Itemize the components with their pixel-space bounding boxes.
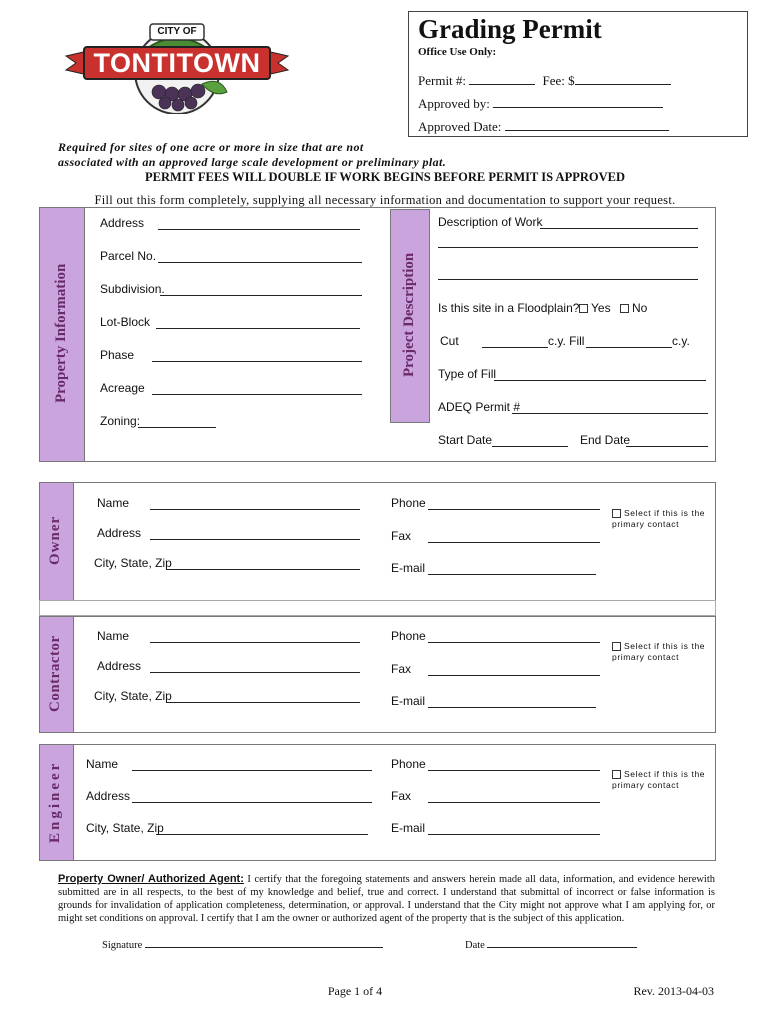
cy-label: c.y.	[672, 334, 690, 348]
contractor-address-field[interactable]	[150, 672, 360, 673]
fee-field[interactable]	[575, 72, 671, 85]
requirement-line-1: Required for sites of one acre or more in size that are not	[58, 140, 364, 154]
requirement-period: .	[442, 155, 447, 169]
engineer-fax-field[interactable]	[428, 802, 600, 803]
permit-number-field[interactable]	[469, 72, 535, 85]
contractor-city-field[interactable]	[166, 702, 360, 703]
date-label: Date	[465, 940, 485, 951]
owner-address-field[interactable]	[150, 539, 360, 540]
city-logo	[62, 14, 292, 114]
lot-block-label: Lot-Block	[100, 315, 151, 329]
certification-body: I certify that the foregoing statements and answers herein made all data, information, and evidence herewith submitted are in all respects, to the best of my knowledge and belief, true and correct. I understand that submittal of incorrect or false information is grounds for invalidation of application completeness, determination, or approval. I understand that the City might not approve what I am applying for, or might set conditions on approval. I certify that I am the owner or authorized agent of the property that is the subject of this application.	[58, 874, 716, 924]
engineer-address-field[interactable]	[132, 802, 372, 803]
floodplain-label: Is this site in a Floodplain?	[438, 301, 580, 315]
owner-city-field[interactable]	[166, 569, 360, 570]
engineer-primary-checkbox[interactable]	[612, 770, 621, 779]
owner-phone-label: Phone	[391, 496, 426, 510]
contractor-fax-field[interactable]	[428, 675, 600, 676]
start-date-field[interactable]	[492, 446, 568, 447]
yes-checkbox[interactable]	[579, 304, 588, 313]
owner-primary-text-1: Select if this is the	[624, 508, 706, 518]
contractor-email-field[interactable]	[428, 707, 596, 708]
zoning-label: Zoning:	[100, 414, 141, 428]
contractor-primary-text-2: primary contact	[612, 652, 680, 662]
engineer-city-field[interactable]	[156, 834, 368, 835]
yes-label: Yes	[591, 301, 611, 315]
engineer-address-label: Address	[86, 789, 131, 803]
instructions: Fill out this form completely, supplying all necessary information and documentation to support your request.	[94, 193, 676, 207]
engineer-section-label: Engineer	[47, 760, 63, 843]
engineer-phone-label: Phone	[391, 757, 426, 771]
contractor-phone-field[interactable]	[428, 642, 600, 643]
description-field-2[interactable]	[438, 247, 698, 248]
fee-warning: PERMIT FEES WILL DOUBLE IF WORK BEGINS BEFORE PERMIT IS APPROVED	[145, 170, 625, 184]
approved-date-label: Approved Date:	[418, 119, 502, 134]
owner-phone-field[interactable]	[428, 509, 600, 510]
engineer-primary-text-2: primary contact	[612, 780, 680, 790]
lot-block-field[interactable]	[156, 328, 360, 329]
fill-field[interactable]	[586, 347, 672, 348]
type-of-fill-label: Type of Fill	[438, 367, 497, 381]
date-field[interactable]	[487, 937, 637, 948]
certification-heading: Property Owner/ Authorized Agent:	[58, 873, 244, 885]
description-label: Description of Work	[438, 215, 543, 229]
owner-name-label: Name	[97, 496, 130, 510]
owner-section-label: Owner	[47, 515, 63, 566]
engineer-name-label: Name	[86, 757, 119, 771]
owner-email-field[interactable]	[428, 574, 596, 575]
subdivision-field[interactable]	[160, 295, 362, 296]
revision: Rev. 2013-04-03	[633, 984, 714, 998]
engineer-phone-field[interactable]	[428, 770, 600, 771]
signature-field[interactable]	[145, 937, 383, 948]
owner-city-label: City, State, Zip	[94, 556, 172, 570]
owner-fax-label: Fax	[391, 529, 412, 543]
parcel-label: Parcel No.	[100, 249, 157, 263]
owner-address-label: Address	[97, 526, 142, 540]
owner-primary-checkbox[interactable]	[612, 509, 621, 518]
owner-section	[39, 482, 716, 601]
address-label: Address	[100, 216, 145, 230]
owner-primary-text-2: primary contact	[612, 519, 680, 529]
cy-fill-label: c.y. Fill	[548, 334, 585, 348]
contractor-section-label: Contractor	[47, 635, 63, 712]
approved-by-label: Approved by:	[418, 96, 490, 111]
contractor-email-label: E-mail	[391, 694, 426, 708]
approved-by-field[interactable]	[493, 95, 663, 108]
approved-date-field[interactable]	[505, 118, 669, 131]
permit-number-label: Permit #:	[418, 73, 467, 88]
office-use-label: Office Use Only:	[418, 46, 497, 58]
description-field-3[interactable]	[438, 279, 698, 280]
adeq-label: ADEQ Permit #	[438, 400, 521, 414]
zoning-field[interactable]	[138, 427, 216, 428]
contractor-phone-label: Phone	[391, 629, 426, 643]
engineer-city-label: City, State, Zip	[86, 821, 164, 835]
description-field-1[interactable]	[540, 228, 698, 229]
end-date-label: End Date	[580, 433, 631, 447]
engineer-email-label: E-mail	[391, 821, 426, 835]
page-title: Grading Permit	[418, 14, 602, 44]
floodplain-no[interactable]	[620, 301, 647, 315]
property-project-section	[39, 207, 716, 462]
fee-label: Fee: $	[542, 73, 575, 88]
property-address-field[interactable]	[158, 229, 360, 230]
contractor-primary-contact[interactable]	[612, 641, 705, 663]
subdivision-label: Subdivision.	[100, 282, 165, 296]
contractor-city-label: City, State, Zip	[94, 689, 172, 703]
page-number: Page 1 of 4	[327, 984, 383, 998]
engineer-email-field[interactable]	[428, 834, 600, 835]
phase-label: Phase	[100, 348, 135, 362]
end-date-field[interactable]	[626, 446, 708, 447]
cut-label: Cut	[440, 334, 459, 348]
logo-name: TONTITOWN	[93, 48, 261, 78]
owner-name-field[interactable]	[150, 509, 360, 510]
project-section-label: Project Description	[401, 252, 417, 378]
engineer-fax-label: Fax	[391, 789, 412, 803]
no-checkbox[interactable]	[620, 304, 629, 313]
floodplain-yes[interactable]	[579, 301, 611, 315]
acreage-field[interactable]	[152, 394, 362, 395]
cut-field[interactable]	[482, 347, 548, 348]
contractor-fax-label: Fax	[391, 662, 412, 676]
no-label: No	[632, 301, 648, 315]
signature-label: Signature	[102, 940, 143, 951]
engineer-primary-contact[interactable]	[612, 769, 705, 791]
start-date-label: Start Date	[438, 433, 493, 447]
parcel-field[interactable]	[158, 262, 362, 263]
owner-email-label: E-mail	[391, 561, 426, 575]
phase-field[interactable]	[152, 361, 362, 362]
contractor-address-label: Address	[97, 659, 142, 673]
adeq-field[interactable]	[512, 413, 708, 414]
owner-primary-contact[interactable]	[612, 508, 705, 530]
type-of-fill-field[interactable]	[494, 380, 706, 381]
contractor-name-field[interactable]	[150, 642, 360, 643]
engineer-primary-text-1: Select if this is the	[624, 769, 706, 779]
certification-paragraph	[58, 873, 715, 925]
logo-top-text: CITY OF	[157, 26, 197, 37]
contractor-section	[39, 616, 716, 733]
contractor-primary-checkbox[interactable]	[612, 642, 621, 651]
owner-fax-field[interactable]	[428, 542, 600, 543]
acreage-label: Acreage	[100, 381, 145, 395]
section-divider	[39, 600, 716, 616]
property-section-label: Property Information	[53, 263, 69, 404]
requirement-line-2: associated with an approved large scale development or preliminary plat	[58, 155, 443, 169]
contractor-name-label: Name	[97, 629, 130, 643]
contractor-primary-text-1: Select if this is the	[624, 641, 706, 651]
engineer-name-field[interactable]	[132, 770, 372, 771]
